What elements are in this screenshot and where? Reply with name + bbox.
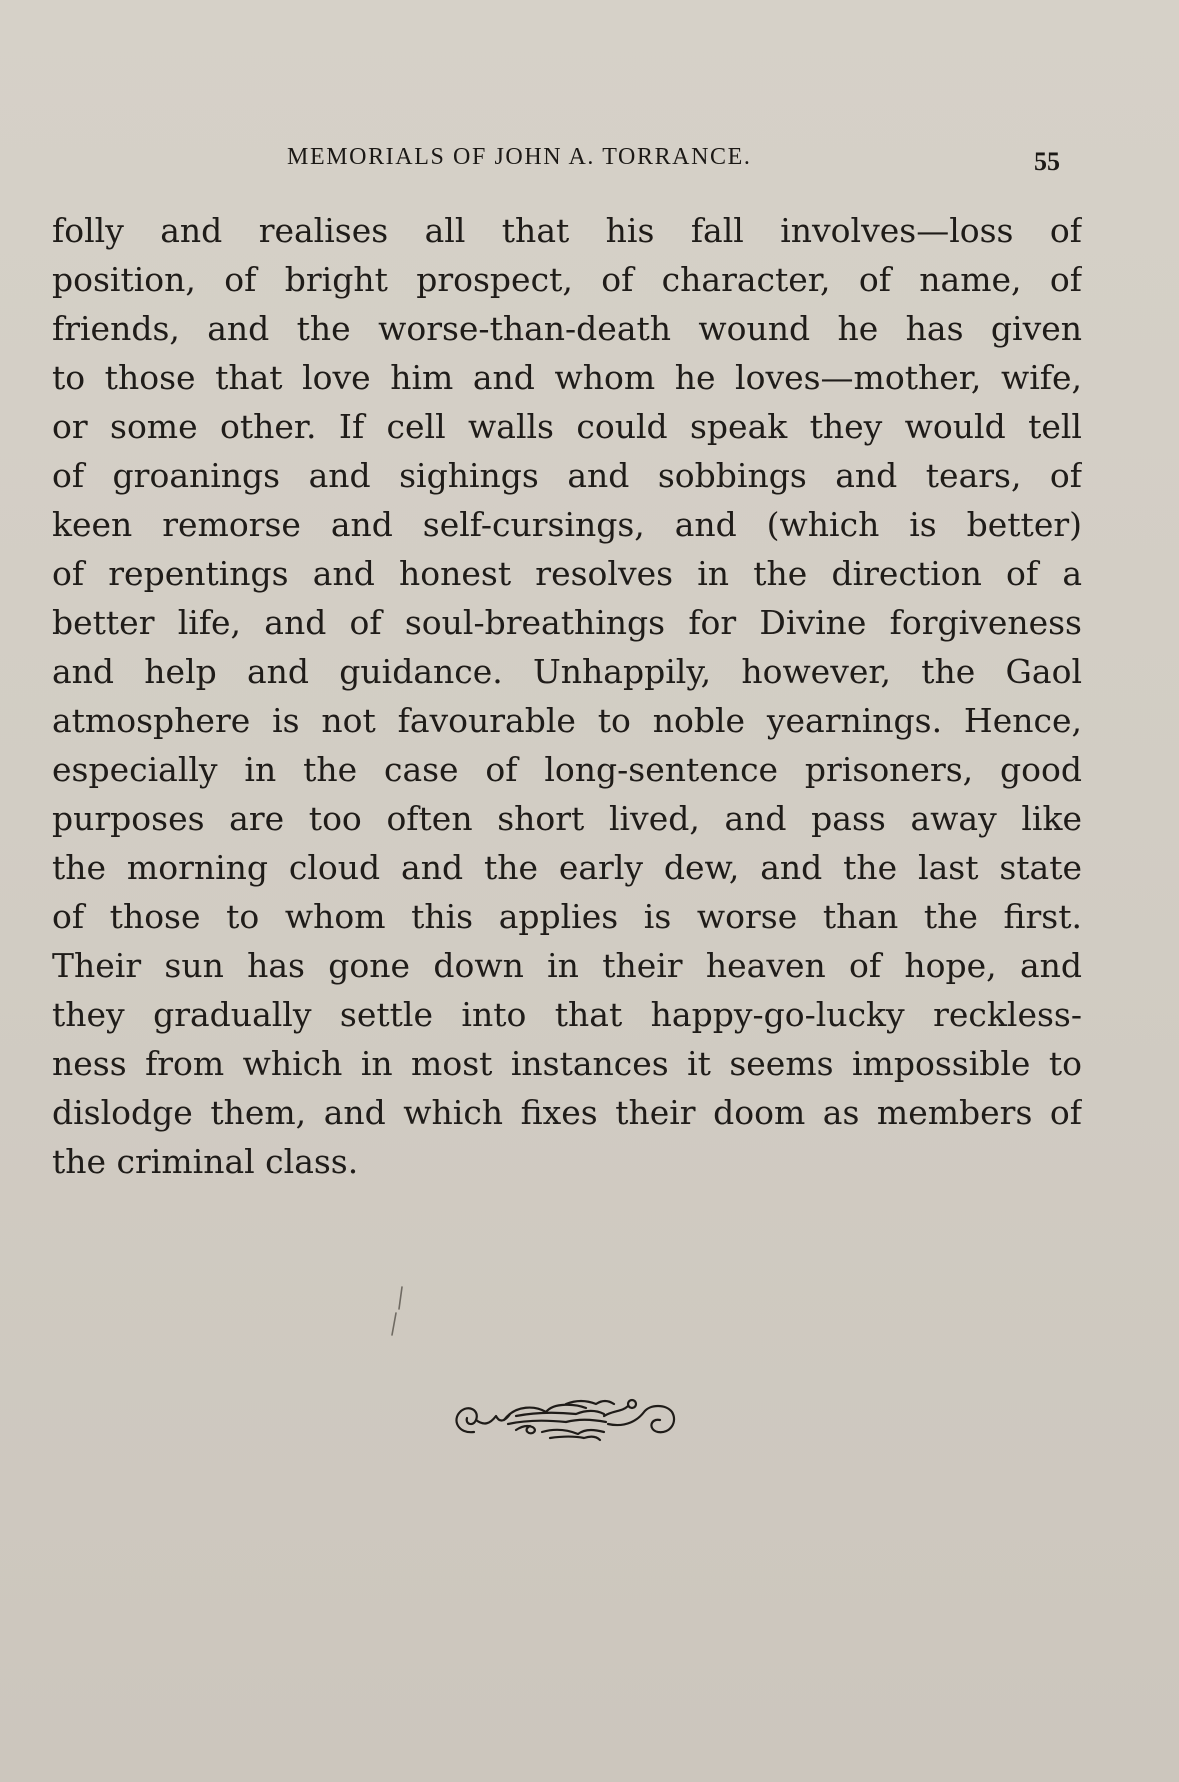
text-line: and help and guidance. Unhappily, however, the Gaol xyxy=(52,652,1082,691)
text-line: dislodge them, and which fixes their doom as members of xyxy=(52,1093,1082,1132)
text-line: keen remorse and self-cursings, and (which is better) xyxy=(52,505,1082,544)
text-line: Their sun has gone down in their heaven of hope, and xyxy=(52,946,1082,985)
text-line: of repentings and honest resolves in the direction of a xyxy=(52,554,1082,593)
text-line: of groanings and sighings and sobbings and tears, of xyxy=(52,456,1082,495)
text-line: the morning cloud and the early dew, and the last state xyxy=(52,848,1082,887)
body-paragraph xyxy=(52,206,1082,1186)
pencil-mark-icon xyxy=(384,1285,408,1337)
text-line: better life, and of soul-breathings for Divine forgiveness xyxy=(52,603,1082,642)
text-line: atmosphere is not favourable to noble yearnings. Hence, xyxy=(52,701,1082,740)
text-line: ness from which in most instances it seems impossible to xyxy=(52,1044,1082,1083)
text-line: they gradually settle into that happy-go-lucky reckless- xyxy=(52,995,1082,1034)
page-number: 55 xyxy=(1034,147,1060,176)
text-line: folly and realises all that his fall involves—loss of xyxy=(52,211,1082,250)
text-line: friends, and the worse-than-death wound he has given xyxy=(52,309,1082,348)
running-header xyxy=(0,144,1179,180)
running-title: MEMORIALS OF JOHN A. TORRANCE. xyxy=(287,144,752,170)
text-line: position, of bright prospect, of character, of name, of xyxy=(52,260,1082,299)
text-line-last: the criminal class. xyxy=(52,1142,359,1181)
scroll-ornament-icon xyxy=(446,1390,696,1446)
text-line: purposes are too often short lived, and pass away like xyxy=(52,799,1082,838)
text-line: especially in the case of long-sentence prisoners, good xyxy=(52,750,1082,789)
text-line: to those that love him and whom he loves—mother, wife, xyxy=(52,358,1082,397)
text-line: of those to whom this applies is worse than the first. xyxy=(52,897,1082,936)
text-line: or some other. If cell walls could speak they would tell xyxy=(52,407,1082,446)
